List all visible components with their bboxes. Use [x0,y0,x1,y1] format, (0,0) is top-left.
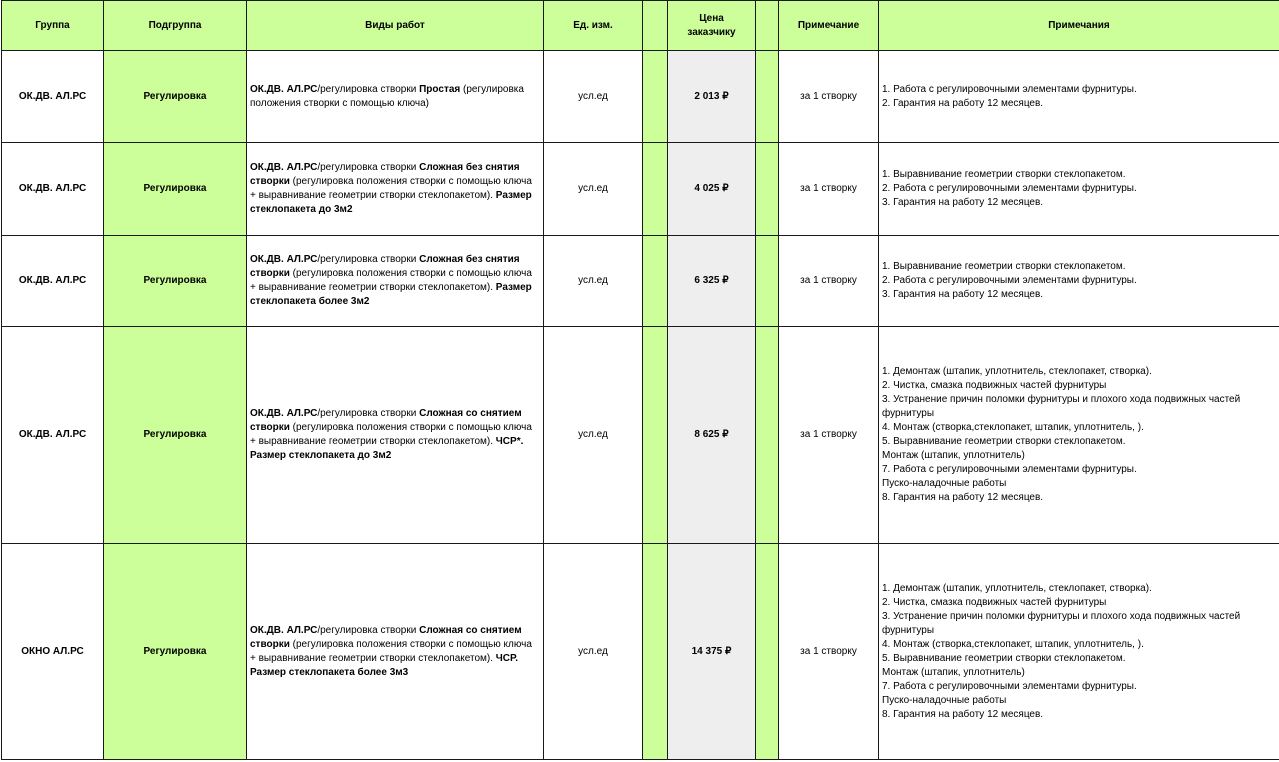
work-text-bold: Сложная без снятия створки [250,162,520,187]
table-row [2,51,1279,143]
header-price-line1: Цена [699,12,724,24]
work-text: (регулировка положения створки с помощью ключа + выравнивание геометрии створки стеклопакетом). [250,422,532,447]
header-remark: Примечание [779,1,879,51]
cell-subgroup: Регулировка [104,544,247,760]
note-line: 4. Монтаж (створка,стеклопакет, штапик, уплотнитель, ). [882,422,1144,433]
cell-unit: усл.ед [544,51,643,143]
cell-spacer-1 [643,544,668,760]
note-line: 1. Демонтаж (штапик, уплотнитель, стеклопакет, створка). [882,582,1152,594]
work-text: (регулировка положения створки с помощью ключа) [250,83,524,109]
cell-price: 8 625 ₽ [668,327,756,544]
cell-subgroup: Регулировка [104,236,247,327]
cell-subgroup: Регулировка [104,143,247,236]
work-text-bold: ЧСР. Размер стеклопакета более 3м3 [250,652,518,678]
note-line: 8. Гарантия на работу 12 месяцев. [882,708,1044,720]
note-line: 1. Демонтаж (штапик, уплотнитель, стеклопакет, створка). [882,366,1152,377]
price-table [1,0,1279,760]
note-line: 1. Выравнивание геометрии створки стеклопакетом. [882,261,1126,272]
cell-notes [879,143,1279,236]
work-text-bold: ОК.ДВ. АЛ.РС [250,624,318,636]
work-text: (регулировка положения створки с помощью ключа + выравнивание геометрии створки стеклопакетом). [250,638,532,664]
work-text-bold: ОК.ДВ. АЛ.РС [250,408,318,419]
cell-notes [879,51,1279,143]
cell-unit: усл.ед [544,327,643,544]
header-price-line2: заказчику [687,26,736,38]
table-row [2,544,1279,760]
cell-subgroup: Регулировка [104,327,247,544]
cell-remark: за 1 створку [779,236,879,327]
work-text-bold: Размер стеклопакета более 3м2 [250,282,532,307]
cell-remark: за 1 створку [779,327,879,544]
note-line: 3. Гарантия на работу 12 месяцев. [882,197,1044,208]
note-line: 2. Чистка, смазка подвижных частей фурнитуры [882,380,1107,391]
cell-spacer-2 [756,51,779,143]
note-line: 5. Выравнивание геометрии створки стеклопакетом. [882,652,1126,664]
cell-subgroup: Регулировка [104,51,247,143]
work-text: /регулировка створки [317,83,420,95]
header-remarks: Примечания [879,1,1279,51]
note-line: Пуско-наладочные работы [882,478,1007,489]
cell-remark: за 1 створку [779,143,879,236]
cell-notes [879,236,1279,327]
cell-group: ОК.ДВ. АЛ.РС [2,143,104,236]
note-line: 1. Выравнивание геометрии створки стеклопакетом. [882,169,1126,180]
note-line: Пуско-наладочные работы [882,694,1007,706]
header-subgroup: Подгруппа [104,1,247,51]
cell-price: 6 325 ₽ [668,236,756,327]
header-row [2,1,1279,51]
cell-work-type [247,143,544,236]
work-text-bold: Сложная со снятием створки [250,408,522,433]
note-line: 3. Устранение причин поломки фурнитуры и плохого хода подвижных частей фурнитуры [882,610,1241,636]
header-unit: Ед. изм. [544,1,643,51]
cell-unit: усл.ед [544,544,643,760]
cell-spacer-2 [756,143,779,236]
cell-group: ОК.ДВ. АЛ.РС [2,327,104,544]
work-text: /регулировка створки [317,408,420,419]
header-price [668,1,756,51]
header-spacer-1 [643,1,668,51]
header-work-type: Виды работ [247,1,544,51]
cell-group: ОК.ДВ. АЛ.РС [2,236,104,327]
cell-spacer-2 [756,327,779,544]
work-text-bold: ОК.ДВ. АЛ.РС [250,83,318,95]
cell-spacer-1 [643,236,668,327]
cell-unit: усл.ед [544,236,643,327]
cell-notes [879,544,1279,760]
table-row [2,143,1279,236]
header-spacer-2 [756,1,779,51]
cell-work-type [247,544,544,760]
cell-unit: усл.ед [544,143,643,236]
work-text-bold: ЧСР*. Размер стеклопакета до 3м2 [250,436,524,461]
cell-remark: за 1 створку [779,51,879,143]
note-line: 3. Устранение причин поломки фурнитуры и плохого хода подвижных частей фурнитуры [882,394,1241,419]
cell-group: ОК.ДВ. АЛ.РС [2,51,104,143]
work-text-bold: Сложная без снятия створки [250,254,520,279]
cell-work-type [247,51,544,143]
note-line: 3. Гарантия на работу 12 месяцев. [882,289,1044,300]
work-text: /регулировка створки [317,624,420,636]
work-text-bold: ОК.ДВ. АЛ.РС [250,254,318,265]
note-line: 1. Работа с регулировочными элементами фурнитуры. [882,83,1137,95]
cell-remark: за 1 створку [779,544,879,760]
note-line: 2. Работа с регулировочными элементами фурнитуры. [882,275,1137,286]
cell-price: 14 375 ₽ [668,544,756,760]
cell-work-type [247,236,544,327]
table-row [2,327,1279,544]
cell-group: ОКНО АЛ.РС [2,544,104,760]
note-line: 2. Работа с регулировочными элементами фурнитуры. [882,183,1137,194]
work-text-bold: Сложная со снятием створки [250,624,522,650]
cell-notes [879,327,1279,544]
work-text: /регулировка створки [317,254,420,265]
work-text: (регулировка положения створки с помощью ключа + выравнивание геометрии створки стеклопакетом). [250,268,532,293]
work-text: (регулировка положения створки с помощью ключа + выравнивание геометрии створки стеклопакетом). [250,176,532,201]
cell-work-type [247,327,544,544]
table-row [2,236,1279,327]
cell-spacer-1 [643,51,668,143]
note-line: Монтаж (штапик, уплотнитель) [882,450,1025,461]
note-line: 5. Выравнивание геометрии створки стеклопакетом. [882,436,1126,447]
work-text: /регулировка створки [317,162,420,173]
work-text-bold: ОК.ДВ. АЛ.РС [250,162,318,173]
header-group: Группа [2,1,104,51]
note-line: 2. Гарантия на работу 12 месяцев. [882,97,1044,109]
note-line: 8. Гарантия на работу 12 месяцев. [882,492,1044,503]
work-text-bold: Простая [419,83,461,95]
note-line: 2. Чистка, смазка подвижных частей фурнитуры [882,596,1107,608]
cell-spacer-1 [643,143,668,236]
cell-price: 4 025 ₽ [668,143,756,236]
cell-spacer-2 [756,236,779,327]
cell-spacer-2 [756,544,779,760]
note-line: 4. Монтаж (створка,стеклопакет, штапик, уплотнитель, ). [882,638,1144,650]
note-line: Монтаж (штапик, уплотнитель) [882,666,1025,678]
cell-spacer-1 [643,327,668,544]
cell-price: 2 013 ₽ [668,51,756,143]
note-line: 7. Работа с регулировочными элементами фурнитуры. [882,464,1137,475]
note-line: 7. Работа с регулировочными элементами фурнитуры. [882,680,1137,692]
work-text-bold: Размер стеклопакета до 3м2 [250,190,532,215]
